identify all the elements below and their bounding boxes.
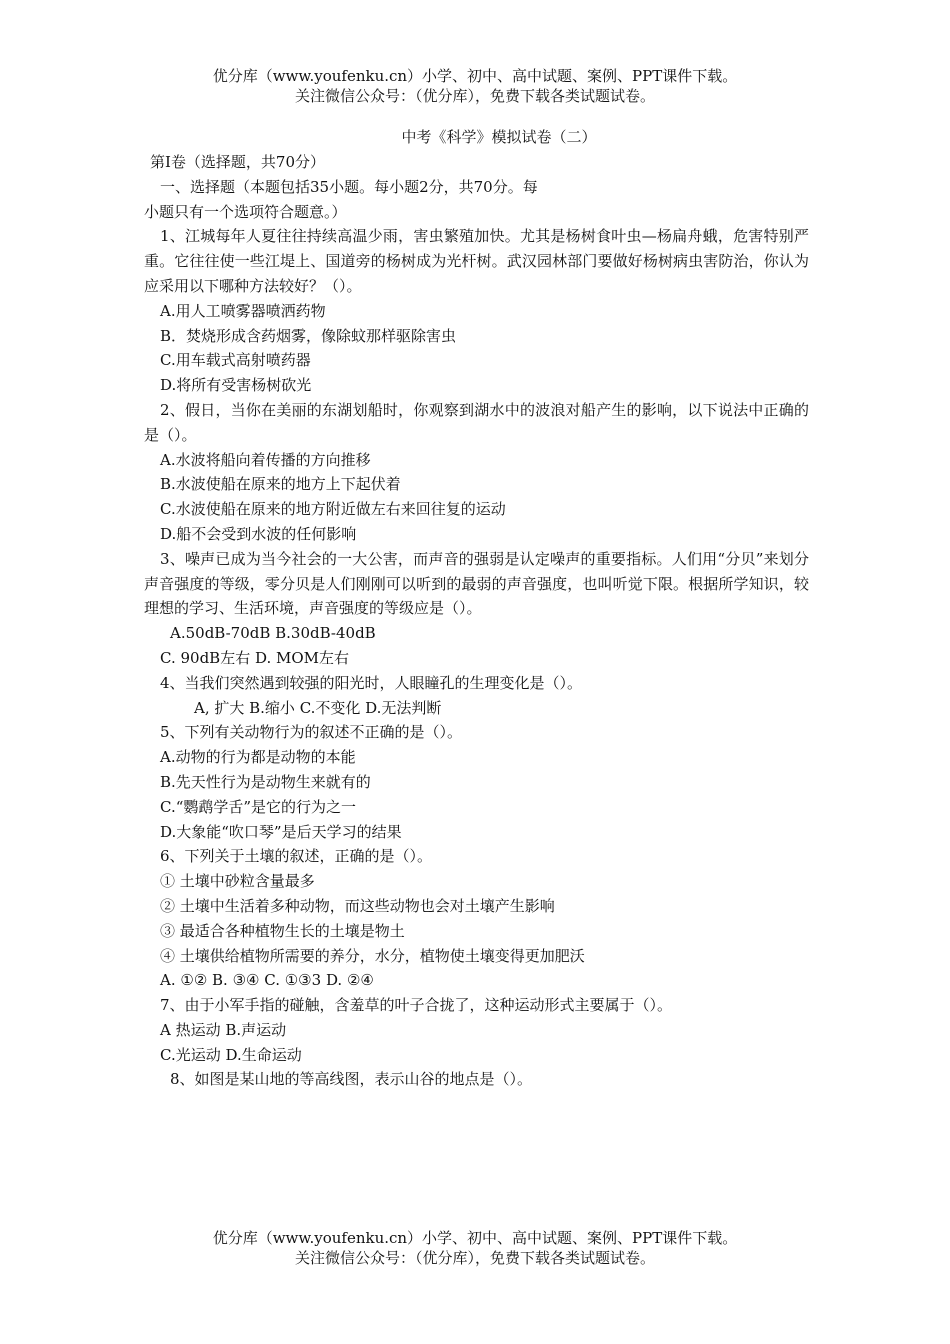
question-6-statement-2: ② 土壤中生活着多种动物，而这些动物也会对土壤产生影响 [160, 896, 555, 915]
question-2-option-c: C.水波使船在原来的地方附近做左右来回往复的运动 [160, 500, 506, 519]
question-7-options-ab: A 热运动 B.声运动 [160, 1020, 287, 1039]
footer-line-1: 优分库（www.youfenku.cn）小学、初中、高中试题、案例、PPT课件下载。 [212, 1229, 738, 1247]
question-5-option-d: D.大象能“吹口琴”是后天学习的结果 [160, 822, 402, 841]
question-6-statement-1: ① 土壤中砂粒含量最多 [160, 872, 315, 891]
question-2-stem: 2、假日，当你在美丽的东湖划船时，你观察到湖水中的波浪对船产生的影响，以下说法中正确的是（）。 [144, 400, 809, 444]
page-header [0, 66, 950, 106]
question-8-stem: 8、如图是某山地的等高线图，表示山谷的地点是（）。 [170, 1070, 533, 1089]
volume-heading: 第I卷（选择题，共70分） [150, 153, 326, 171]
header-line-2: 关注微信公众号：（优分库），免费下载各类试题试卷。 [294, 87, 655, 105]
question-1-option-b: B．焚烧形成含药烟雾，像除蚊那样驱除害虫 [160, 326, 457, 345]
question-2-option-b: B.水波使船在原来的地方上下起伏着 [160, 475, 401, 494]
question-2-option-a: A.水波将船向着传播的方向推移 [160, 450, 371, 469]
question-1-option-a: A.用人工喷雾器喷洒药物 [160, 301, 326, 320]
question-4-stem: 4、当我们突然遇到较强的阳光时，人眼瞳孔的生理变化是（）。 [160, 673, 583, 692]
question-7-options-cd: C.光运动 D.生命运动 [160, 1045, 302, 1064]
question-5-option-c: C.“鹦鹉学舌”是它的行为之一 [160, 797, 357, 816]
question-1-stem: 1、江城每年人夏往往持续高温少雨，害虫繁殖加快。尤其是杨树食叶虫—杨扁舟蛾，危害特别严重。它往往使一些江堤上、国道旁的杨树成为光杆树。武汉园林部门要做好杨树病虫害防治，你认为应采用以下哪种方法较好？（）。 [144, 227, 809, 295]
question-1-option-c: C.用车载式高射喷药器 [160, 351, 311, 370]
question-6-stem: 6、下列关于土壤的叙述，正确的是（）。 [160, 847, 433, 866]
question-6-statement-3: ③ 最适合各种植物生长的土壤是物土 [160, 921, 405, 940]
question-3-options-cd: C. 90dB左右 D. MOM左右 [160, 648, 350, 667]
document-title: 中考《科学》模拟试卷（二） [401, 128, 597, 146]
question-6-statement-4: ④ 土壤供给植物所需要的养分，水分，植物使土壤变得更加肥沃 [160, 946, 585, 965]
footer-line-2: 关注微信公众号：（优分库），免费下载各类试题试卷。 [294, 1249, 655, 1267]
question-3-stem: 3、噪声已成为当今社会的一大公害，而声音的强弱是认定噪声的重要指标。人们用“分贝”来划分声音强度的等级，零分贝是人们刚刚可以听到的最弱的声音强度，也叫听觉下限。根据所学知识，较理想的学习、生活环境，声音强度的等级应是（）。 [144, 549, 809, 618]
question-5-stem: 5、下列有关动物行为的叙述不正确的是（）。 [160, 723, 463, 742]
question-5-option-a: A.动物的行为都是动物的本能 [160, 748, 356, 767]
header-line-1: 优分库（www.youfenku.cn）小学、初中、高中试题、案例、PPT课件下载。 [212, 67, 738, 85]
document-body [144, 150, 809, 1092]
instructions-line-1: 一、选择题（本题包括35小题。每小题2分，共70分。每 [160, 177, 538, 196]
question-5-option-b: B.先天性行为是动物生来就有的 [160, 772, 371, 791]
question-3-options-ab: A.50dB-70dB B.30dB-40dB [170, 624, 376, 643]
page-footer [0, 1228, 950, 1268]
question-2-option-d: D.船不会受到水波的任何影响 [160, 524, 357, 543]
question-1-option-d: D.将所有受害杨树砍光 [160, 376, 312, 395]
question-4-options: A, 扩大 B.缩小 C.不变化 D.无法判断 [194, 698, 442, 717]
question-7-stem: 7、由于小军手指的碰触，含羞草的叶子合拢了，这种运动形式主要属于（）。 [160, 996, 673, 1015]
instructions-line-2: 小题只有一个选项符合题意。） [144, 202, 347, 221]
question-6-options: A. ①② B. ③④ C. ①③3 D. ②④ [160, 971, 374, 990]
